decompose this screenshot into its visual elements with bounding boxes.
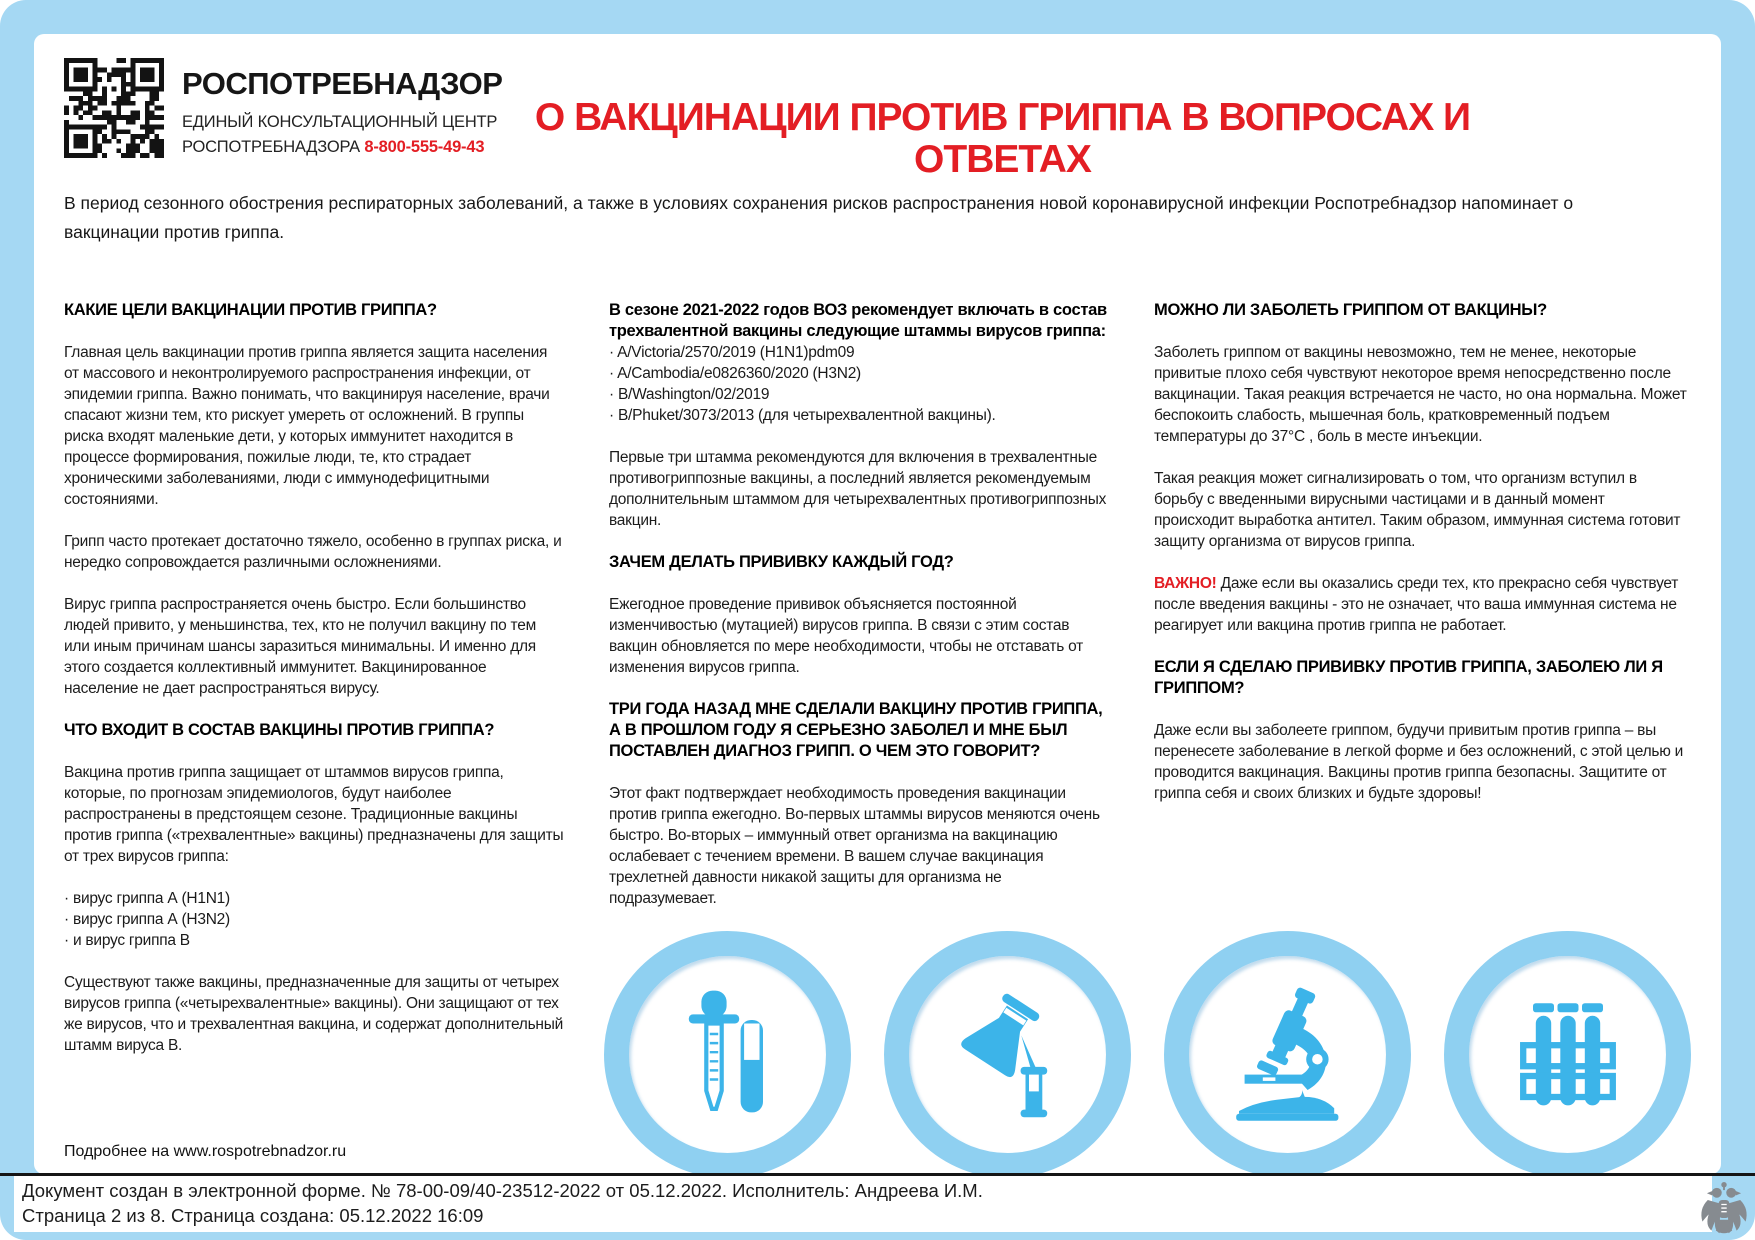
question-heading: КАКИЕ ЦЕЛИ ВАКЦИНАЦИИ ПРОТИВ ГРИППА? (64, 301, 437, 319)
list-item: · вирус гриппа А (H3N2) (64, 911, 230, 928)
paragraph: Грипп часто протекает достаточно тяжело, особенно в группах риска, и нередко сопровождается различными осложнениями. (64, 533, 562, 571)
paragraph: Этот факт подтверждает необходимость проведения вакцинации против гриппа ежегодно. Во-первых штаммы вирусов меняются очень быстро. Во-вторых – иммунный ответ организма на вакцинацию ослабевает с течением времени. В вашем случае вакцинация трехлетней давности никакой защиты для организма не подразумевает. (609, 785, 1100, 907)
test-tube-rack-icon (1444, 931, 1691, 1178)
column-1 (64, 300, 564, 1077)
hotline-phone: 8-800-555-49-43 (364, 138, 485, 156)
org-subtitle-line2 (182, 138, 484, 157)
question-heading: ТРИ ГОДА НАЗАД МНЕ СДЕЛАЛИ ВАКЦИНУ ПРОТИВ ГРИППА, А В ПРОШЛОМ ГОДУ Я СЕРЬЕЗНО ЗАБОЛЕЛ И МНЕ БЫЛ ПОСТАВЛЕН ДИАГНОЗ ГРИПП. О ЧЕМ ЭТО ГОВОРИТ? (609, 700, 1103, 760)
paragraph: Такая реакция может сигнализировать о том, что организм вступил в борьбу с введенными вирусными частицами и в данный момент происходит выработка антител. Таким образом, иммунная система готовит защиту организма от вирусов гриппа. (1154, 470, 1681, 550)
important-paragraph (1154, 573, 1687, 636)
double-eagle-emblem-icon (1697, 1179, 1751, 1239)
question-heading: ЕСЛИ Я СДЕЛАЮ ПРИВИВКУ ПРОТИВ ГРИППА, ЗАБОЛЕЮ ЛИ Я ГРИППОМ? (1154, 658, 1663, 697)
org-subtitle-text: РОСПОТРЕБНАДЗОРА (182, 138, 360, 156)
list-item: · A/Cambodia/e0826360/2020 (H3N2) (609, 365, 861, 382)
paragraph: Первые три штамма рекомендуются для включения в трехвалентные противогриппозные вакцины, а последний является рекомендуемым дополнительным штаммом для четырехвалентных противогриппозных вакцин. (609, 449, 1107, 529)
org-subtitle-line1: ЕДИНЫЙ КОНСУЛЬТАЦИОННЫЙ ЦЕНТР (182, 113, 498, 131)
list-item: · вирус гриппа А (H1N1) (64, 890, 230, 907)
e-doc-stamp-line1: Документ создан в электронной форме. № 78-00-09/40-23512-2022 от 05.12.2022. Исполнитель: Андреева И.М. (22, 1180, 983, 1201)
strain-list (609, 342, 1109, 426)
dropper-and-test-tube-icon (604, 931, 851, 1178)
paragraph: Даже если вы заболеете гриппом, будучи привитым против гриппа – вы перенесете заболевание в легкой форме и без осложнений, с этой целью и проводится вакцинация. Вакцины против гриппа безопасны. Защитите от гриппа себя и своих близких и будьте здоровы! (1154, 722, 1684, 802)
intro-paragraph: В период сезонного обострения респираторных заболеваний, а также в условиях сохранения рисков распространения новой коронавирусной инфекции Роспотребнадзор напоминает о вакцинации против гриппа. (64, 193, 1574, 242)
question-heading: ЧТО ВХОДИТ В СОСТАВ ВАКЦИНЫ ПРОТИВ ГРИППА? (64, 721, 495, 739)
virus-list (64, 888, 564, 951)
question-heading: ЗАЧЕМ ДЕЛАТЬ ПРИВИВКУ КАЖДЫЙ ГОД? (609, 553, 954, 571)
list-item: · и вирус гриппа В (64, 932, 190, 949)
list-item: · B/Phuket/3073/2013 (для четырехвалентной вакцины). (609, 407, 996, 424)
paragraph: Вакцина против гриппа защищает от штаммов вирусов гриппа, которые, по прогнозам эпидемиологов, будут наиболее распространены в предстоящем сезоне. Традиционные вакцины против гриппа («трехвалентные» вакцины) предназначены для защиты от трех вирусов гриппа: (64, 764, 564, 865)
question-heading: МОЖНО ЛИ ЗАБОЛЕТЬ ГРИППОМ ОТ ВАКЦИНЫ? (1154, 301, 1547, 319)
paragraph: Ежегодное проведение прививок объясняется постоянной изменчивостью (мутацией) вирусов гриппа. В связи с этим состав вакцин обновляется по мере необходимости, чтобы не отставать от изменения вирусов гриппа. (609, 596, 1083, 676)
who-season-lead: В сезоне 2021-2022 годов ВОЗ рекомендует включать в состав трехвалентной вакцины следующие штаммы вирусов гриппа: (609, 301, 1107, 340)
paragraph: Заболеть гриппом от вакцины невозможно, тем не менее, некоторые привитые плохо себя чувствуют некоторое время непосредственно после вакцинации. Такая реакция встречается не часто, но она нормальна. Может беспокоить слабость, мышечная боль, кратковременный подъем температуры до 37°С , боль в месте инъекции. (1154, 344, 1687, 445)
flask-pouring-icon (884, 931, 1131, 1178)
list-item: · B/Washington/02/2019 (609, 386, 770, 403)
e-doc-stamp-line2: Страница 2 из 8. Страница создана: 05.12.2022 16:09 (22, 1205, 484, 1226)
paragraph: Вирус гриппа распространяется очень быстро. Если большинство людей привито, у меньшинства, тех, кто не получил вакцину по тем или иным причинам шансы заразиться минимальны. И именно для этого создается коллективный иммунитет. Вакцинированное население не дает распространяться вирусу. (64, 596, 536, 697)
qr-code-icon (64, 58, 164, 158)
paragraph: Существуют также вакцины, предназначенные для защиты от четырех вирусов гриппа («четырехвалентные» вакцины). Они защищают от тех же вирусов, что и трехвалентная вакцина, и содержат дополнительный штамм вируса В. (64, 974, 564, 1054)
microscope-icon (1164, 931, 1411, 1178)
page-title: О ВАКЦИНАЦИИ ПРОТИВ ГРИППА В ВОПРОСАХ И ОТВЕТАХ (534, 96, 1471, 181)
paragraph: Главная цель вакцинации против гриппа является защита населения от массового и неконтролируемого распространения инфекции, от эпидемии гриппа. Важно понимать, что вакцинируя население, врачи спасают жизни тем, кто рискует умереть от осложнений. В группы риска входят маленькие дети, у которых иммунитет находится в процессе формирования, пожилые люди, те, кто страдает хроническими заболеваниями, люди с иммунодефицитными состояниями. (64, 344, 550, 508)
important-label: ВАЖНО! (1154, 575, 1217, 592)
lab-icons-row (604, 931, 1691, 1178)
important-text: Даже если вы оказались среди тех, кто прекрасно себя чувствует после введения вакцины - это не означает, что ваша иммунная система не реагирует или вакцина против гриппа не работает. (1154, 575, 1679, 634)
org-name: РОСПОТРЕБНАДЗОР (182, 66, 503, 101)
list-item: · A/Victoria/2570/2019 (H1N1)pdm09 (609, 344, 855, 361)
website-link: Подробнее на www.rospotrebnadzor.ru (64, 1143, 347, 1160)
